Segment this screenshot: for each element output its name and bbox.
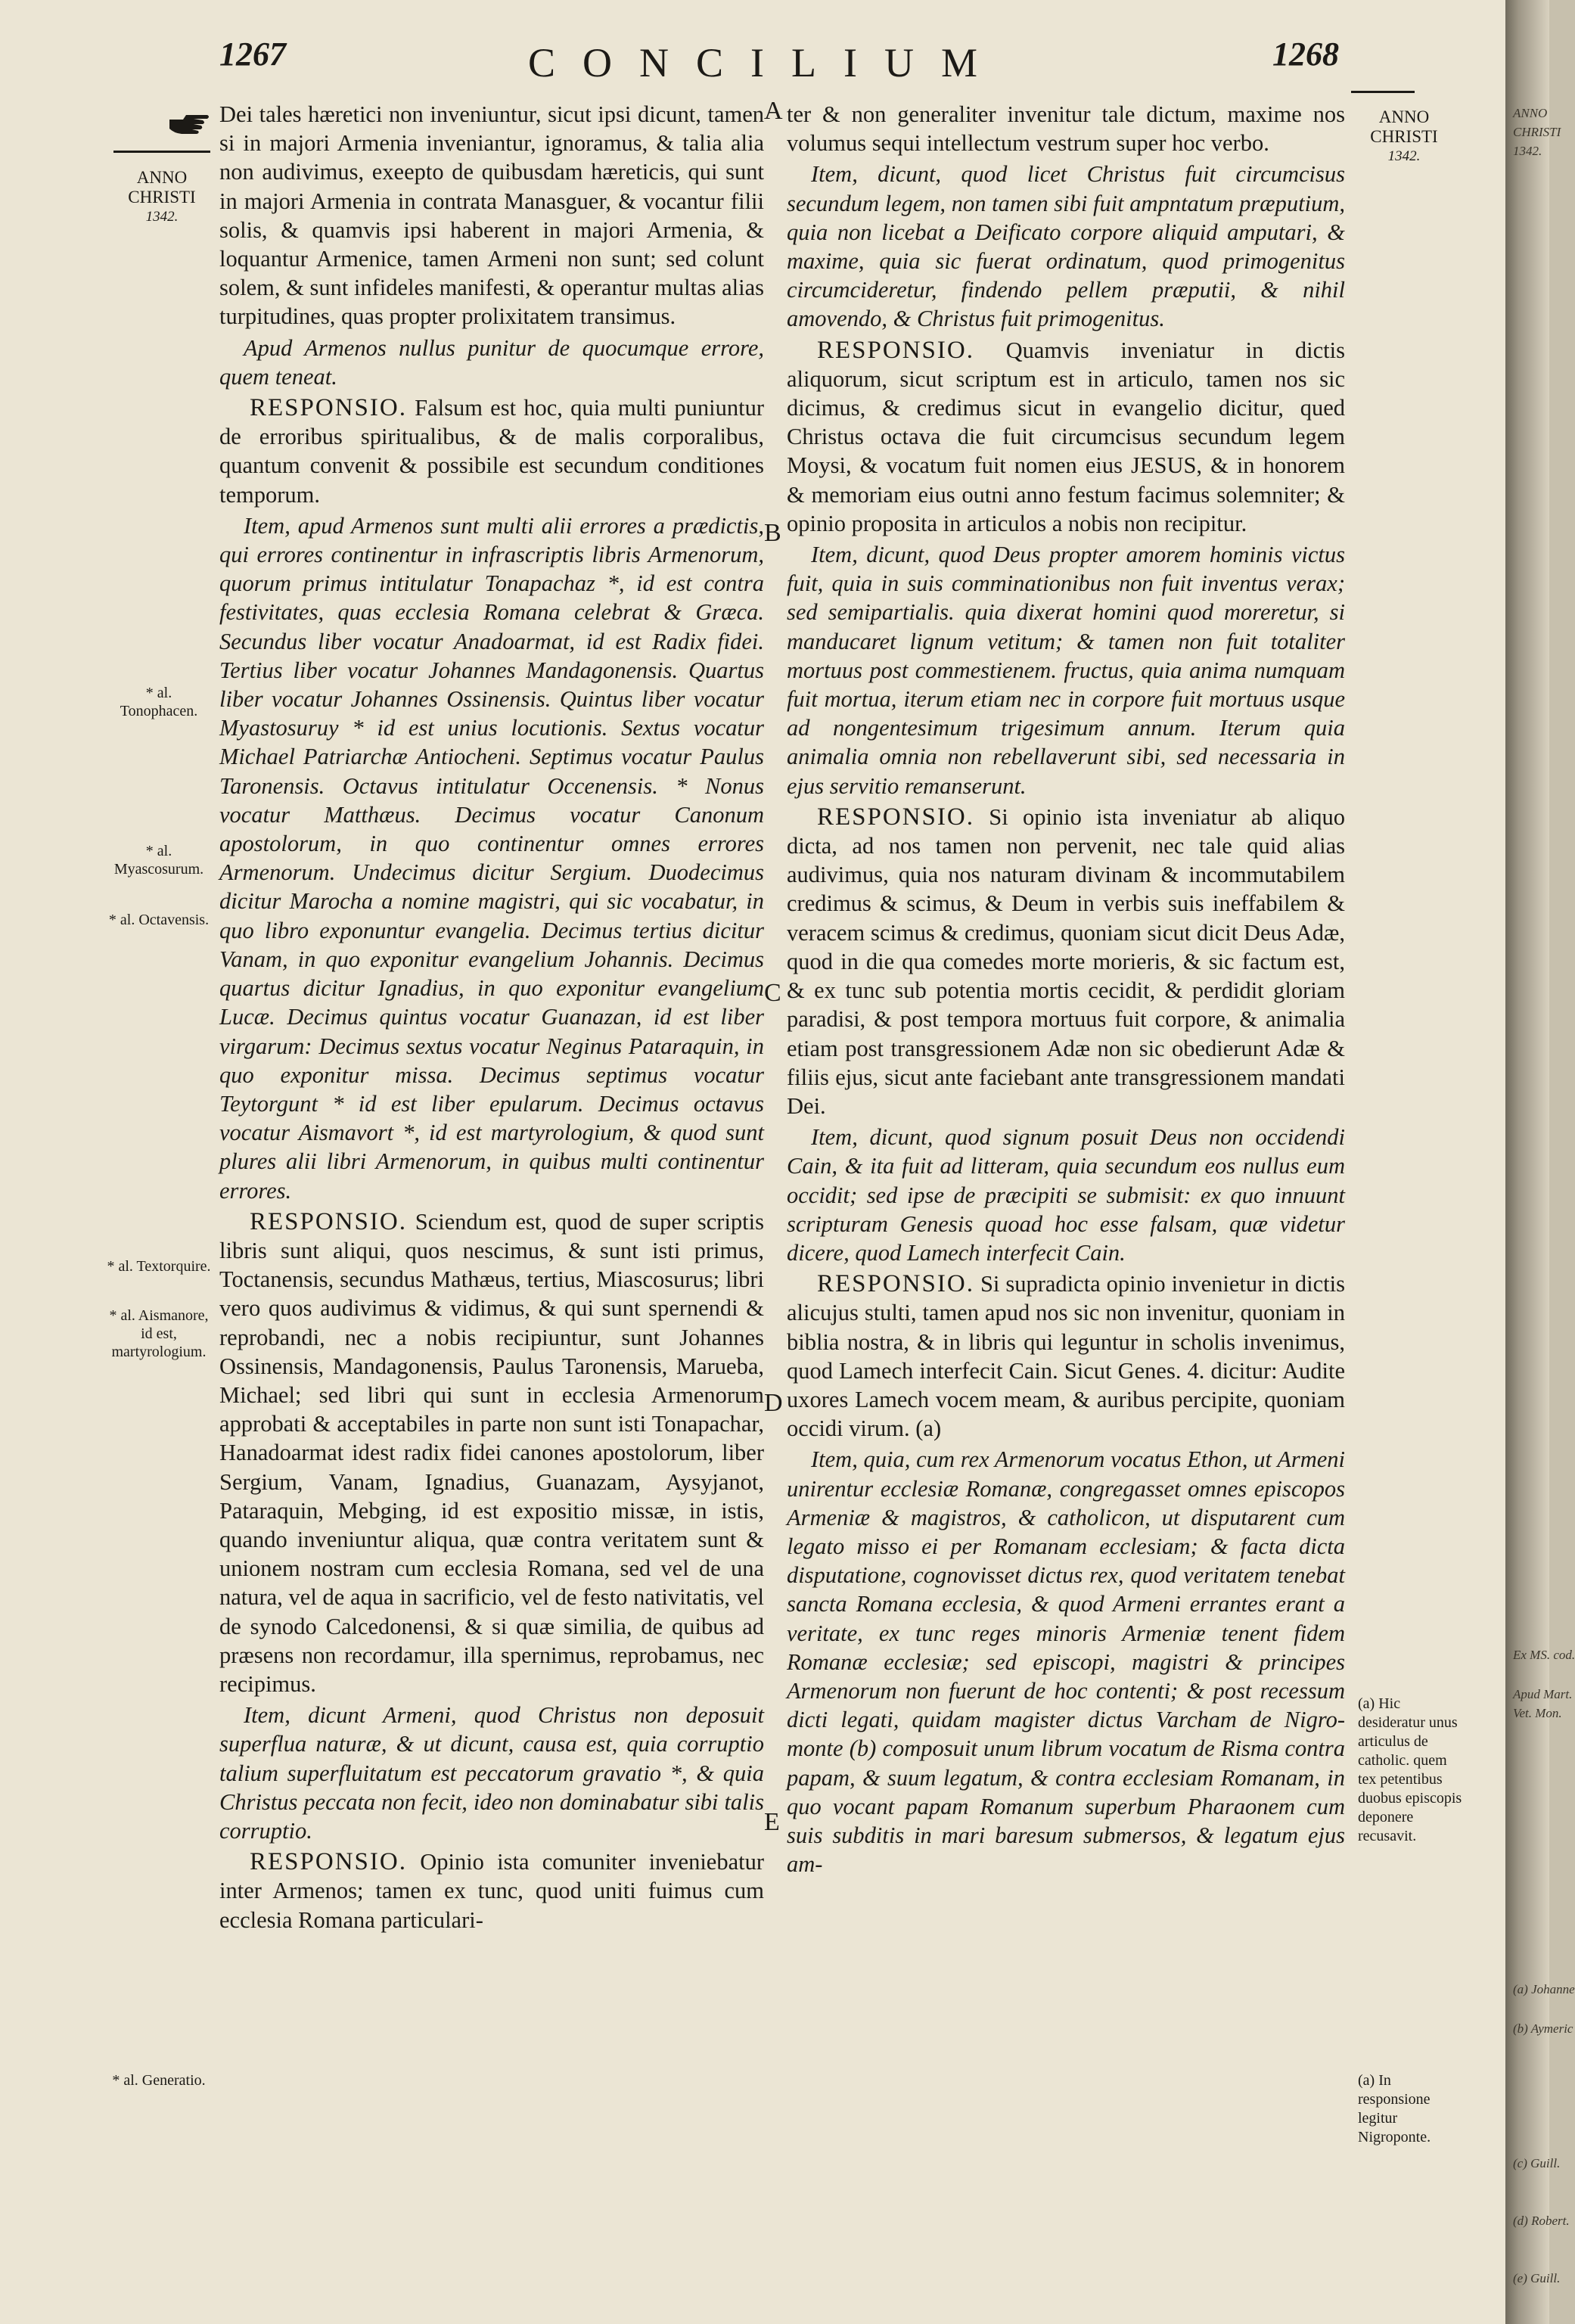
section-letter-c: C [764, 979, 781, 1007]
paragraph-response [219, 1847, 764, 1934]
running-head-title: CONCILIUM [528, 40, 1005, 85]
gutter-text: ANNO [1513, 106, 1548, 120]
left-text-column [219, 100, 764, 1937]
paragraph-response [787, 1269, 1345, 1443]
gutter-text: (c) Guill. [1513, 2156, 1561, 2170]
response-heading: RESPONSIO. [250, 1207, 407, 1235]
response-heading: RESPONSIO. [250, 1848, 407, 1876]
margin-note: * al. Tonophacen. [120, 685, 198, 719]
paragraph-article: Item, dicunt Armeni, quod Christus non deposuit superflua naturæ, & ut dicunt, causa est, quia corruptio talium superfluitatum est peccatorum gravatio *, & quia Christus peccata non fecit, ideo non dominabatur sibi talis corruptio. [219, 1702, 764, 1844]
response-text: Quamvis inveniatur in dictis aliquorum, sicut scriptum est in articulo, tamen nos sic dicimus, & credimus sicut in evangelio dicitur, qued Christus octava die fuit circumcisus secundum legem Moysi, & vocatum fuit nomen eius JESUS, & in honorem & memoriam eius outni anno festum facimus solemniter; & opinio proposita in articulos a nobis non recipitur. [787, 337, 1345, 536]
margin-note: * al. Myascosurum. [113, 843, 204, 878]
gutter-text: (a) Johanne [1513, 1982, 1575, 1996]
section-letter-d: D [764, 1389, 783, 1417]
response-text: Opinio ista comuniter inveniebatur inter Armenos; tamen ex tunc, quod uniti fuimus cum ecclesia Romana particulari- [219, 1849, 765, 1933]
section-letter-e: E [764, 1808, 780, 1836]
response-heading: RESPONSIO. [817, 803, 974, 831]
paragraph-response [787, 803, 1345, 1120]
paragraph-response [787, 336, 1345, 538]
anno-christi-right [1359, 107, 1449, 166]
gutter-text: Apud Mart. [1513, 1687, 1573, 1701]
section-letter-a: A [764, 97, 783, 125]
gutter-text: Ex MS. cod. [1513, 1648, 1575, 1662]
anno-christi-left [115, 168, 209, 227]
anno-christi-label: CHRISTI [1370, 127, 1438, 146]
paragraph-article: Item, dicunt, quod signum posuit Deus non occidendi Cain, & ita fuit ad litteram, quia secundum eos nullus eum occidit; sed ipse de præcipiti se submisit: ex quo innuunt scripturam Genesis quoad hoc esse falsam, quæ videtur dicere, quod Lamech interfecit Cain. [787, 1124, 1345, 1266]
margin-note: * al. Textorquire. [107, 1258, 211, 1275]
gutter-text: (b) Aymeric [1513, 2021, 1573, 2036]
footnote-a: (a) Hic desideratur unus articulus de catholic. quem tex petentibus duobus episcopis deponere recusavit. [1358, 1695, 1462, 1844]
gutter-text: CHRISTI [1513, 125, 1561, 139]
response-text: Si opinio ista inveniatur ab aliquo dicta, ad nos tamen non pervenit, nec tale quid alias audivimus, quia nos naturam divinam & incommutabilem credimus & scimus, & Deum in verbis suis ineffabilem & veracem scimus & credimus, quoniam sicut dicit Deus Adæ, quod in die qua comedes morte morieris, & sic factum est, & ex tunc sub potentia mortis cecidit, & perdidit gloriam paradisi, & post tempora mortuus fuit corpore, & animalia etiam post transgressionem Adæ non sic obedierunt Adæ & filiis ejus, sicut ante faciebant ante transgressionem mandati Dei. [787, 803, 1346, 1119]
paragraph-article: Item, apud Armenos sunt multi alii errores a prædictis, qui errores continentur in infrascriptis libris Armenorum, quorum primus intitulatur Tonapachaz *, id est contra festivitates, quas ecclesia Romana celebrat & Græca. Secundus liber vocatur Anadoarmat, id est Radix fidei. Tertius liber vocatur Johannes Mandagonensis. Quartus liber vocatur Johannes Ossinensis. Quintus liber vocatur Myastosuruy * id est unius locutionis. Sextus vocatur Michael Patriarchæ Antiocheni. Septimus vocatur Paulus Taronensis. Octavus intitulatur Occenensis. * Nonus vocatur Matthæus. Decimus vocatur Canonum apostolorum, in quo continentur omnes errores Armenorum. Undecimus dicitur Sergium. Duodecimus dicitur Marocha a nomine magistri, qui sic vocabatur, in quo libro exponuntur evangelia. Decimus tertius dicitur Vanam, in quo exponitur evangelium Johannis. Decimus quartus dicitur Ignadius, in quo exponitur evangelium Lucæ. Decimus quintus vocatur Guanazan, id est liber virgarum: Decimus sextus vocatur Neginus Pataraquin, in quo exponitur missa. Decimus septimus vocatur Teytorgunt * id est liber epularum. Decimus octavus vocatur Aismavort *, id est martyrologium, & quod sunt plures alii libri Armenorum, in quibus multi continentur errores. [219, 512, 764, 1204]
gutter-text: (d) Robert. [1513, 2214, 1570, 2228]
response-text: Si supradicta opinio invenietur in dictis alicujus stulti, tamen apud nos sic non invenitur, quoniam in biblia nostra, & in libris qui leguntur in scholis invenimus, quod Lamech interfecit Cain. Sicut Genes. 4. dicitur: Audite uxores Lamech vocem meam, & auribus percipite, quoniam occidi virum. (a) [787, 1271, 1345, 1442]
response-text: Sciendum est, quod de super scriptis libris sunt aliqui, quos nescimus, & sunt isti primus, Toctanensis, secundus Mathæus, tertius, Miascosurus; libri vero quos audivimus & vidimus, & qui sunt spernendi & reprobandi, nec a nobis recipiuntur, sunt Johannes Ossinensis, Mandagonensis, Paulus Taronensis, Marueba, Michael; sed libri qui sunt in ecclesia Armenorum approbati & acceptabiles in parte non sunt isti Tonapachar, Hanadoarmat idest radix fidei canones apostolorum, liber Sergium, Vanam, Ignadius, Guanazam, Aysyjanot, Pataraquin, Mebging, id est expositio missæ, in istis, quando inveniuntur aliqua, quæ contra veritatem sunt & unionem nostram cum ecclesia Romana, sed vel de una natura, vel de aqua in sacrificio, vel de festo nativitatis, vel de synodo Calcedonensi, & si quæ similia, de quibus ad præsens non recordamur, illa spernimus, reprobamus, nec recipimus. [219, 1208, 764, 1697]
anno-christi-label: CHRISTI [128, 188, 196, 207]
anno-rule-right [1351, 91, 1415, 93]
response-text: Falsum est hoc, quia multi puniuntur de erroribus spiritualibus, & de malis corporalibus, quantum convenit & possibile est secundum conditiones temporum. [219, 395, 765, 508]
anno-rule-left [113, 151, 210, 153]
paragraph-article: Item, quia, cum rex Armenorum vocatus Ethon, ut Armeni unirentur ecclesiæ Romanæ, congregasset omnes episcopos Armeniæ & magistros, & catholicon, ut disputarent cum legato misso ei per Romanam ecclesiam; & facta dicta disputatione, cognovisset dictus rex, quod veritatem tenebat sancta Romana ecclesia, & quod Armeni errantes erant a veritate, ex tunc reges minoris Armeniæ tenent fidem Romanæ ecclesiæ; sed episcopi, magistri & principes Armenorum non fuerunt de hoc contenti; & post recessum dicti legati, quidam magister dictus Varcham de Nigro-monte (b) composuit unum librum vocatum de Risma contra papam, & suum legatum, & contra ecclesiam Romanam, in quo vocant papam Romanum superbum Pharaonem cum suis subditis in mari baresum submersos, & legatum ejus am- [787, 1446, 1345, 1878]
response-heading: RESPONSIO. [250, 394, 407, 422]
margin-note: * al. Aismanore, id est, martyrologium. [109, 1307, 209, 1360]
page-number-right: 1268 [1272, 36, 1339, 73]
anno-year: 1342. [1387, 148, 1421, 164]
paragraph: ter & non generaliter invenitur tale dictum, maxime nos volumus sequi intellectum vestrum super hoc verbo. [787, 101, 1345, 157]
adjacent-page-gutter [1505, 0, 1575, 2324]
anno-label: ANNO [136, 168, 188, 187]
gutter-text: 1342. [1513, 144, 1542, 158]
response-heading: RESPONSIO. [817, 336, 974, 364]
margin-note: * al. Generatio. [112, 2072, 206, 2089]
gutter-text: Vet. Mon. [1513, 1706, 1562, 1720]
page-number-left: 1267 [219, 36, 286, 73]
right-text-column [787, 100, 1345, 1881]
paragraph-article: Item, dicunt, quod licet Christus fuit circumcisus secundum legem, non tamen sibi fuit ampntatum præputium, quia non licebat a Deificato corpore aliquid amputari, & maxime, quia sic fuerat ordinatum, quod primogenitus circumcideretur, findendo pellem præputii, & nihil amovendo, & Christus fuit primogenitus. [787, 161, 1345, 332]
pointing-hand-icon [168, 110, 212, 136]
anno-year: 1342. [145, 209, 179, 225]
paragraph-response [219, 393, 764, 509]
footnote-a-second: (a) In responsione legitur Nigroponte. [1358, 2072, 1431, 2145]
paragraph-article: Item, dicunt, quod Deus propter amorem hominis victus fuit, quia in suis comminationibus non fuit inventus verax; sed semipartialis. quia dixerat homini quod moreretur, si manducaret lignum vetitum; & tamen non fuit totaliter mortuus post commestienem. fructus, quia anima numquam fuit mortua, iterum etiam nec in corpore fuit mortuus usque ad nongentesimum trigesimum annum. Iterum quia animalia omnia non rebellaverunt sibi, sed necessaria in ejus servitio remanserunt. [787, 542, 1345, 799]
response-heading: RESPONSIO. [817, 1270, 974, 1298]
anno-label: ANNO [1378, 107, 1430, 126]
section-letter-b: B [764, 519, 781, 547]
margin-note: * al. Octavensis. [108, 912, 210, 928]
gutter-text: (e) Guill. [1513, 2271, 1561, 2285]
paragraph-response [219, 1207, 764, 1698]
paragraph-article: Apud Armenos nullus punitur de quocumque errore, quem teneat. [219, 334, 764, 390]
paragraph: Dei tales hæretici non inveniuntur, sicut ipsi dicunt, tamen si in majori Armenia inveniantur, ignoramus, & talia alia non audivimus, exeepto de quibusdam hæreticis, qui sunt in majori Armenia in contrata Manasguer, & vocantur filii solis, & quamvis ipsi haberent in majori Armenia, & loquantur Armenice, tamen Armeni non sunt; sed colunt solem, & sunt infideles manifesti, & operantur multas alias turpitudines, quas propter prolixitatem transimus. [219, 101, 764, 330]
